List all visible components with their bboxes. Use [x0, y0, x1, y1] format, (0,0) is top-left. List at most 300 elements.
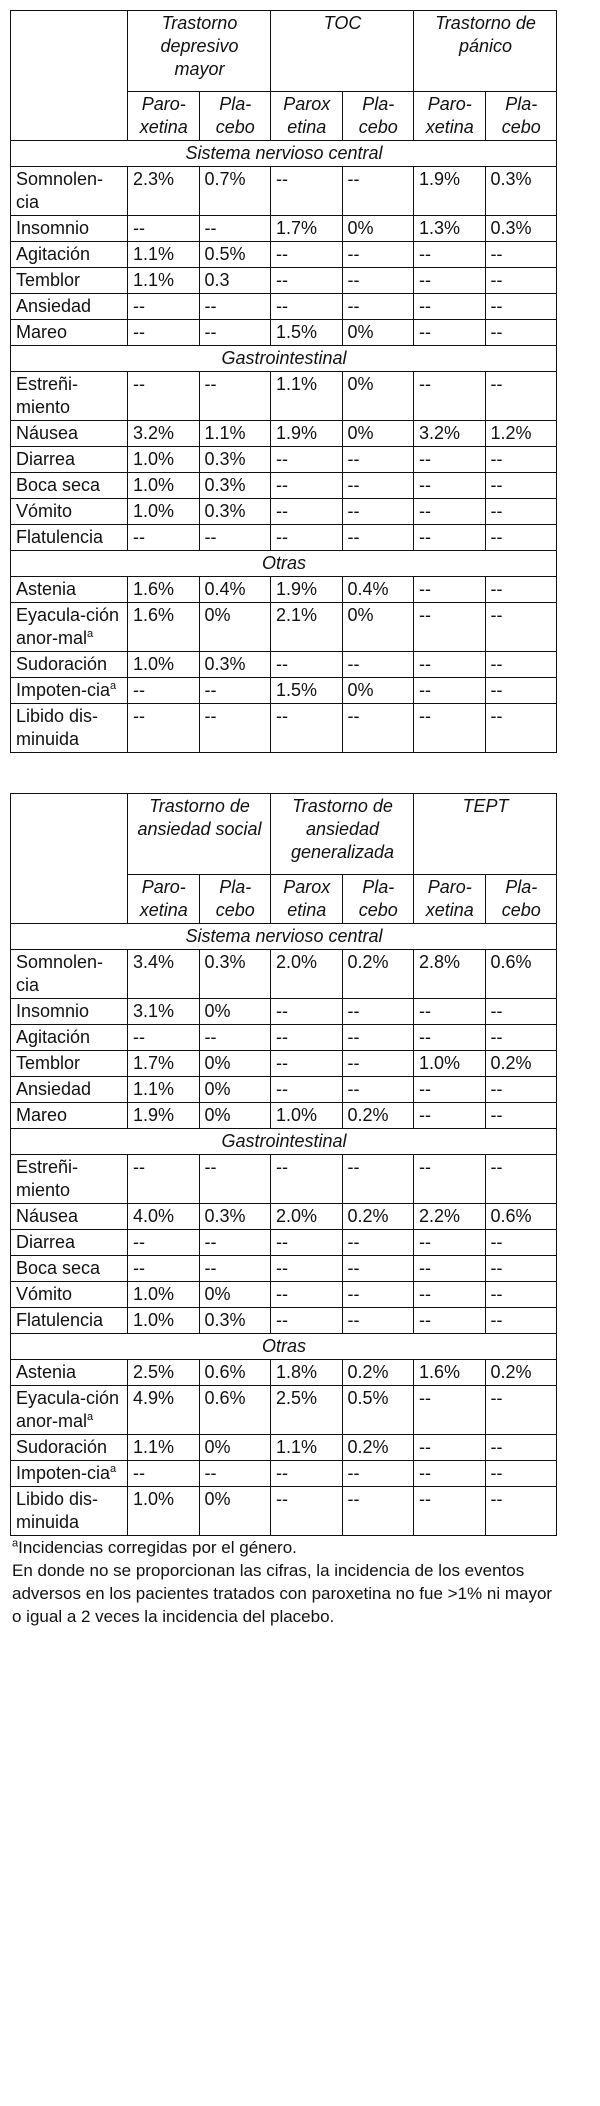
row-label-text: Agitación — [16, 244, 91, 264]
table-cell: -- — [271, 704, 343, 753]
table-cell: 3.2% — [414, 421, 486, 447]
row-label — [11, 1360, 128, 1386]
group-header: Trastorno de pánico — [414, 11, 557, 92]
row-label-text: Sudoración — [16, 654, 108, 674]
table-cell: -- — [414, 268, 486, 294]
table-cell: -- — [485, 652, 557, 678]
row-label — [11, 447, 128, 473]
table-cell: 1.2% — [485, 421, 557, 447]
row-label — [11, 1051, 128, 1077]
table-cell: -- — [414, 320, 486, 346]
table-row — [11, 473, 557, 499]
row-label-text: Ansiedad — [16, 296, 92, 316]
table-cell: 2.1% — [271, 603, 343, 652]
table-cell: 0% — [199, 999, 271, 1025]
table-cell: -- — [342, 268, 414, 294]
footnote-general: En donde no se proporcionan las cifras, la incidencia de los eventos adversos en los pacientes tratados con paroxetina no fue >1% ni mayor o igual a 2 veces la incidencia del placebo. — [12, 1561, 553, 1626]
table-cell: -- — [414, 1308, 486, 1334]
row-label — [11, 999, 128, 1025]
table-cell: -- — [485, 1308, 557, 1334]
table-cell: -- — [271, 242, 343, 268]
row-label — [11, 525, 128, 551]
table-cell: -- — [199, 320, 271, 346]
table-cell: -- — [485, 1025, 557, 1051]
table-cell: -- — [342, 1256, 414, 1282]
table-cell: -- — [414, 1256, 486, 1282]
column-header: Pla-cebo — [485, 875, 557, 924]
table-cell: 0.7% — [199, 167, 271, 216]
table-cell: -- — [271, 652, 343, 678]
table-cell: -- — [485, 447, 557, 473]
table-cell: 0% — [199, 603, 271, 652]
table-cell: 0% — [342, 678, 414, 704]
row-label-text: Impoten-cia — [16, 680, 111, 700]
row-label — [11, 499, 128, 525]
table-cell: 2.2% — [414, 1204, 486, 1230]
table-cell: 4.0% — [128, 1204, 200, 1230]
row-label — [11, 577, 128, 603]
row-label — [11, 320, 128, 346]
table-cell: 0.5% — [199, 242, 271, 268]
table-cell: -- — [342, 704, 414, 753]
table-cell: -- — [199, 678, 271, 704]
row-label — [11, 652, 128, 678]
table-row — [11, 1461, 557, 1487]
row-label — [11, 1386, 128, 1435]
row-label — [11, 1435, 128, 1461]
table-cell: -- — [414, 372, 486, 421]
table-cell: -- — [414, 1025, 486, 1051]
table-cell: -- — [271, 1308, 343, 1334]
table-row — [11, 1204, 557, 1230]
table-cell: -- — [485, 1256, 557, 1282]
row-label — [11, 421, 128, 447]
table-cell: -- — [414, 1461, 486, 1487]
table-cell: -- — [342, 1051, 414, 1077]
table-cell: -- — [485, 268, 557, 294]
row-label-text: Diarrea — [16, 449, 76, 469]
table-cell: 0.3% — [485, 216, 557, 242]
section-row — [11, 924, 557, 950]
corner-cell — [11, 794, 128, 924]
row-label — [11, 268, 128, 294]
table-row — [11, 1230, 557, 1256]
table-cell: 0.6% — [485, 950, 557, 999]
table-cell: -- — [485, 1487, 557, 1536]
table-cell: -- — [128, 704, 200, 753]
table-cell: 0.2% — [485, 1051, 557, 1077]
row-label-text: Náusea — [16, 423, 79, 443]
table-cell: -- — [128, 1025, 200, 1051]
table-row — [11, 704, 557, 753]
table-cell: -- — [128, 525, 200, 551]
table-cell: -- — [342, 1155, 414, 1204]
row-label-text: Impoten-cia — [16, 1463, 111, 1483]
table-row — [11, 603, 557, 652]
table-cell: 2.0% — [271, 950, 343, 999]
table-cell: -- — [128, 1230, 200, 1256]
section-row — [11, 551, 557, 577]
column-header: Paro-xetina — [128, 875, 200, 924]
table-cell: -- — [414, 652, 486, 678]
table-row — [11, 242, 557, 268]
column-header: Parox etina — [271, 92, 343, 141]
table-cell: -- — [414, 1487, 486, 1536]
table-cell: -- — [199, 525, 271, 551]
table-cell: -- — [414, 678, 486, 704]
table-cell: 0% — [342, 421, 414, 447]
column-header: Paro-xetina — [128, 92, 200, 141]
table-cell: 0% — [199, 1435, 271, 1461]
table-cell: 1.0% — [414, 1051, 486, 1077]
table-cell: 0.3% — [199, 652, 271, 678]
table-cell: 0.2% — [485, 1360, 557, 1386]
table-cell: -- — [485, 678, 557, 704]
table-cell: -- — [414, 242, 486, 268]
table-cell: -- — [414, 499, 486, 525]
table-cell: -- — [128, 372, 200, 421]
table-row — [11, 999, 557, 1025]
document — [10, 10, 556, 1628]
table-cell: 0.6% — [485, 1204, 557, 1230]
table-cell: 1.9% — [128, 1103, 200, 1129]
column-header: Paro-xetina — [414, 92, 486, 141]
group-header-row — [11, 11, 557, 92]
column-header: Pla-cebo — [342, 875, 414, 924]
section-title: Otras — [11, 1334, 557, 1360]
section-title: Sistema nervioso central — [11, 141, 557, 167]
table-row — [11, 268, 557, 294]
table-cell: 3.1% — [128, 999, 200, 1025]
footnote-marker: a — [110, 1463, 117, 1475]
row-label — [11, 294, 128, 320]
table-cell: -- — [271, 473, 343, 499]
table-cell: -- — [342, 242, 414, 268]
table-cell: -- — [485, 294, 557, 320]
row-label-text: Boca seca — [16, 1258, 101, 1278]
section-row — [11, 1334, 557, 1360]
table-cell: -- — [414, 1155, 486, 1204]
table-row — [11, 372, 557, 421]
table-cell: -- — [199, 1461, 271, 1487]
table-cell: -- — [414, 447, 486, 473]
table-cell: -- — [485, 473, 557, 499]
table-cell: 0.4% — [199, 577, 271, 603]
section-title: Otras — [11, 551, 557, 577]
table-cell: -- — [342, 473, 414, 499]
corner-cell — [11, 11, 128, 141]
table-cell: -- — [414, 525, 486, 551]
footnote-marker: a — [12, 1537, 19, 1550]
table-cell: 1.1% — [128, 242, 200, 268]
row-label-text: Eyacula-ción anor-mal — [16, 1388, 120, 1431]
table-cell: 1.5% — [271, 320, 343, 346]
table-cell: 0% — [342, 216, 414, 242]
table-cell: 0.2% — [342, 1103, 414, 1129]
row-label-text: Mareo — [16, 322, 68, 342]
table-cell: 0.2% — [342, 950, 414, 999]
row-label-text: Astenia — [16, 579, 77, 599]
table-cell: -- — [271, 1487, 343, 1536]
table-cell: 1.0% — [128, 473, 200, 499]
section-row — [11, 141, 557, 167]
table-cell: -- — [128, 678, 200, 704]
table-cell: -- — [414, 1077, 486, 1103]
table-cell: 1.0% — [128, 1308, 200, 1334]
table-row — [11, 1256, 557, 1282]
table-cell: -- — [342, 1487, 414, 1536]
table-cell: 0.2% — [342, 1435, 414, 1461]
table-cell: 1.1% — [128, 1435, 200, 1461]
group-header: Trastorno de ansiedad generalizada — [271, 794, 414, 875]
row-label — [11, 1461, 128, 1487]
table-cell: -- — [128, 1461, 200, 1487]
table-cell: -- — [485, 1282, 557, 1308]
table-cell: -- — [199, 704, 271, 753]
table-cell: -- — [271, 525, 343, 551]
table-cell: -- — [271, 1025, 343, 1051]
table-row — [11, 216, 557, 242]
table-cell: 1.6% — [414, 1360, 486, 1386]
footnote-marker: a — [110, 680, 117, 692]
table-cell: 1.1% — [271, 1435, 343, 1461]
table-cell: -- — [485, 704, 557, 753]
table-cell: 1.8% — [271, 1360, 343, 1386]
table-row — [11, 652, 557, 678]
row-label-text: Flatulencia — [16, 527, 104, 547]
table-cell: -- — [485, 372, 557, 421]
table-cell: -- — [271, 268, 343, 294]
table-cell: 0% — [342, 603, 414, 652]
row-label-text: Insomnio — [16, 1001, 90, 1021]
table-cell: -- — [199, 372, 271, 421]
table-row — [11, 1282, 557, 1308]
group-header: Trastorno depresivo mayor — [128, 11, 271, 92]
row-label — [11, 1487, 128, 1536]
row-label — [11, 473, 128, 499]
adverse-events-table-1 — [10, 10, 557, 753]
table-cell: 0% — [199, 1282, 271, 1308]
table-cell: 1.0% — [128, 1487, 200, 1536]
row-label-text: Diarrea — [16, 1232, 76, 1252]
table-cell: -- — [485, 320, 557, 346]
table-cell: -- — [414, 473, 486, 499]
table-cell: -- — [199, 1230, 271, 1256]
row-label-text: Mareo — [16, 1105, 68, 1125]
table-cell: -- — [271, 999, 343, 1025]
row-label — [11, 1025, 128, 1051]
table-cell: -- — [485, 999, 557, 1025]
footnote-marker: a — [87, 628, 94, 640]
table-cell: 0% — [199, 1051, 271, 1077]
table-cell: 2.0% — [271, 1204, 343, 1230]
table-cell: -- — [414, 294, 486, 320]
table-row — [11, 1155, 557, 1204]
row-label — [11, 216, 128, 242]
table-row — [11, 499, 557, 525]
table-cell: -- — [342, 1282, 414, 1308]
table-cell: 1.1% — [128, 1077, 200, 1103]
table-row — [11, 294, 557, 320]
table-cell: 1.6% — [128, 577, 200, 603]
column-header: Pla-cebo — [199, 92, 271, 141]
table-cell: -- — [414, 1435, 486, 1461]
row-label — [11, 1282, 128, 1308]
table-cell: -- — [485, 1435, 557, 1461]
table-cell: 0.3 — [199, 268, 271, 294]
row-label-text: Somnolen-cia — [16, 169, 104, 212]
table-cell: 0% — [199, 1103, 271, 1129]
table-cell: -- — [342, 1230, 414, 1256]
table-cell: 1.0% — [128, 652, 200, 678]
row-label — [11, 678, 128, 704]
table-cell: 1.9% — [271, 421, 343, 447]
table-cell: -- — [342, 447, 414, 473]
table-cell: -- — [342, 1308, 414, 1334]
table-cell: 1.0% — [271, 1103, 343, 1129]
table-row — [11, 421, 557, 447]
table-cell: -- — [271, 499, 343, 525]
row-label — [11, 704, 128, 753]
table-cell: 1.1% — [199, 421, 271, 447]
table-cell: -- — [485, 1230, 557, 1256]
table-cell: 0.5% — [342, 1386, 414, 1435]
table-cell: 1.0% — [128, 1282, 200, 1308]
row-label — [11, 1230, 128, 1256]
table-cell: -- — [128, 1155, 200, 1204]
table-row — [11, 525, 557, 551]
table-cell: -- — [485, 525, 557, 551]
table-cell: -- — [199, 1025, 271, 1051]
table-cell: 1.1% — [128, 268, 200, 294]
group-header: TEPT — [414, 794, 557, 875]
table-cell: -- — [342, 167, 414, 216]
group-header: Trastorno de ansiedad social — [128, 794, 271, 875]
table-row — [11, 1435, 557, 1461]
footnote-marker: a — [87, 1411, 94, 1423]
table-cell: -- — [485, 242, 557, 268]
row-label — [11, 167, 128, 216]
row-label — [11, 1077, 128, 1103]
table-cell: -- — [414, 1282, 486, 1308]
table-cell: 1.9% — [271, 577, 343, 603]
table-cell: -- — [128, 320, 200, 346]
row-label — [11, 1308, 128, 1334]
table-cell: 0% — [199, 1077, 271, 1103]
row-label — [11, 242, 128, 268]
table-cell: 0.3% — [199, 473, 271, 499]
table-cell: -- — [199, 1256, 271, 1282]
table-cell: 1.9% — [414, 167, 486, 216]
row-label-text: Libido dis-minuida — [16, 1489, 99, 1532]
table-cell: -- — [485, 499, 557, 525]
table-cell: 1.7% — [128, 1051, 200, 1077]
row-label — [11, 950, 128, 999]
section-title: Gastrointestinal — [11, 346, 557, 372]
column-header: Pla-cebo — [199, 875, 271, 924]
table-row — [11, 678, 557, 704]
table-cell: 0.3% — [199, 499, 271, 525]
column-header: Pla-cebo — [485, 92, 557, 141]
table-row — [11, 167, 557, 216]
row-label-text: Estreñi-miento — [16, 1157, 79, 1200]
table-cell: -- — [199, 1155, 271, 1204]
row-label — [11, 603, 128, 652]
table-cell: -- — [485, 1103, 557, 1129]
table-cell: 0% — [199, 1487, 271, 1536]
table-cell: 1.7% — [271, 216, 343, 242]
table-cell: -- — [414, 704, 486, 753]
row-label — [11, 1204, 128, 1230]
table-cell: -- — [414, 1230, 486, 1256]
column-header: Pla-cebo — [342, 92, 414, 141]
table-cell: 2.3% — [128, 167, 200, 216]
row-label — [11, 1155, 128, 1204]
row-label-text: Somnolen-cia — [16, 952, 104, 995]
table-cell: -- — [414, 999, 486, 1025]
table-cell: 0.6% — [199, 1386, 271, 1435]
table-cell: -- — [271, 1461, 343, 1487]
table-cell: -- — [271, 1282, 343, 1308]
table-row — [11, 1025, 557, 1051]
section-title: Gastrointestinal — [11, 1129, 557, 1155]
table-cell: 4.9% — [128, 1386, 200, 1435]
row-label-text: Ansiedad — [16, 1079, 92, 1099]
table-cell: -- — [342, 652, 414, 678]
table-row — [11, 1386, 557, 1435]
table-row — [11, 320, 557, 346]
table-cell: 0.3% — [199, 1204, 271, 1230]
column-header: Paro-xetina — [414, 875, 486, 924]
row-label-text: Sudoración — [16, 1437, 108, 1457]
table-cell: 3.2% — [128, 421, 200, 447]
table-cell: -- — [485, 1461, 557, 1487]
table-cell: -- — [271, 1051, 343, 1077]
table-cell: -- — [342, 1461, 414, 1487]
row-label-text: Libido dis-minuida — [16, 706, 99, 749]
section-title: Sistema nervioso central — [11, 924, 557, 950]
row-label — [11, 1256, 128, 1282]
table-cell: -- — [414, 1386, 486, 1435]
table-cell: -- — [342, 1025, 414, 1051]
footnote-a-text: Incidencias corregidas por el género. — [18, 1538, 297, 1557]
table-cell: -- — [485, 1077, 557, 1103]
adverse-events-table-2 — [10, 793, 557, 1536]
table-cell: -- — [128, 294, 200, 320]
table-gap — [10, 753, 556, 793]
row-label-text: Temblor — [16, 270, 81, 290]
table-cell: -- — [342, 294, 414, 320]
table-cell: 1.0% — [128, 447, 200, 473]
table-cell: -- — [485, 1386, 557, 1435]
group-header: TOC — [271, 11, 414, 92]
column-header: Parox etina — [271, 875, 343, 924]
table-cell: 0.3% — [199, 1308, 271, 1334]
table-cell: -- — [128, 1256, 200, 1282]
row-label-text: Agitación — [16, 1027, 91, 1047]
table-cell: 0.4% — [342, 577, 414, 603]
table-cell: 0% — [342, 320, 414, 346]
table-cell: 1.1% — [271, 372, 343, 421]
table-cell: 2.5% — [128, 1360, 200, 1386]
table-cell: -- — [128, 216, 200, 242]
row-label — [11, 372, 128, 421]
table-cell: -- — [271, 1230, 343, 1256]
table-cell: -- — [271, 1077, 343, 1103]
table-cell: 2.5% — [271, 1386, 343, 1435]
table-cell: 3.4% — [128, 950, 200, 999]
row-label-text: Vómito — [16, 501, 73, 521]
